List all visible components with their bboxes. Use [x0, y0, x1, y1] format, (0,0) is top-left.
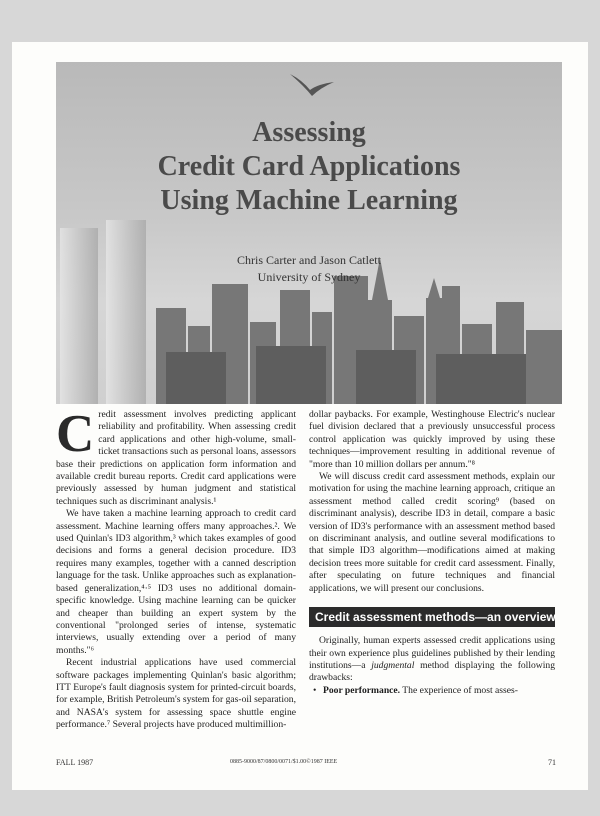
section-heading: Credit assessment methods—an overview [309, 607, 555, 627]
section-text-end: method displaying the following drawbacks: [309, 659, 555, 684]
bullet-label: Poor performance. [323, 684, 401, 696]
left-column [56, 405, 296, 732]
title-line-1: Assessing [252, 117, 366, 148]
bullet-text: The experience of most asses- [400, 684, 518, 696]
emphasis-text: judgmental [371, 659, 415, 671]
article-title [56, 116, 562, 218]
title-line-2: Credit Card Applications [157, 151, 461, 182]
drop-cap: C [56, 405, 95, 463]
paragraph: dollar paybacks. For example, Westinghouse Electric's nuclear fuel division declared that a previously unsuccessful process control application was quickly improved by using these techniques—improvement resulting in additional revenue of "more than 10 million dollars per annum."⁸ [309, 409, 555, 470]
journal-page [12, 42, 588, 790]
paragraph: We have taken a machine learning approach to credit card assessment. Machine learning offers many approaches.². We used Quinlan's ID3 algorithm,³ which takes examples of good decisions and forms a general decision procedure. ID3 requires many examples, together with a canned description language for the task. Unlike approaches such as explanation-based generalization,⁴·⁵ ID3 uses no additional domain-specific knowledge. Using machine learning can be quicker and cheaper than building an expert system by the conventional "prolonged series of intense, systematic interviews, usually extending over a period of many months."⁶ [56, 508, 296, 656]
copyright-code: 0885-9000/87/0800/0071/$1.00©1987 IEEE [230, 759, 338, 765]
seagull-icon [288, 70, 336, 100]
right-column [309, 409, 555, 697]
paragraph [309, 635, 555, 685]
paragraph: Recent industrial applications have used commercial software packages implementing Quinlan's basic algorithm; ITT Europe's fault diagnosis system for printed-circuit boards, for example, British Petroleum's system for gas-oil separation, and NASA's system for assessing space shuttle engine performance.⁷ Several projects have produced multimillion- [56, 657, 296, 731]
intro-paragraph [56, 405, 296, 508]
issue-label: FALL 1987 [56, 758, 94, 767]
page-number: 71 [548, 758, 556, 767]
bullet-icon: • [313, 684, 317, 696]
authors: Chris Carter and Jason Catlett [237, 253, 381, 267]
intro-text: redit assessment involves predicting applicant reliability and profitability. When assessing credit card applications and other high-volume, small-ticket transactions such as personal loans, assessors base their predictions on application form information and available credit bureau reports. Credit card applications were previously assessed by human judgment and statistical techniques such as discriminant analysis.¹ [56, 409, 296, 507]
city-skyline-image [56, 62, 562, 404]
hero-photo [56, 62, 562, 404]
paragraph: We will discuss credit card assessment methods, explain our motivation for using the machine learning approach, critique an assessment method called credit scoring⁹ (based on discriminant analysis), describe ID3 in detail, compare a basic version of ID3's performance with an assessment method based on discriminant analysis, and outline several modifications to that simple ID3 algorithm—modifications aimed at making decision trees more suitable for credit card assessment. Finally, after speculating on future techniques and financial applications, we will present our conclusions. [309, 471, 555, 594]
byline [56, 252, 562, 286]
section-text-start: Originally, human experts assessed credit applications using their own experience plus guidelines published by their lending institutions—a [309, 635, 555, 671]
title-line-3: Using Machine Learning [160, 185, 458, 216]
bullet-item [309, 685, 555, 697]
affiliation: University of Sydney [257, 270, 361, 284]
